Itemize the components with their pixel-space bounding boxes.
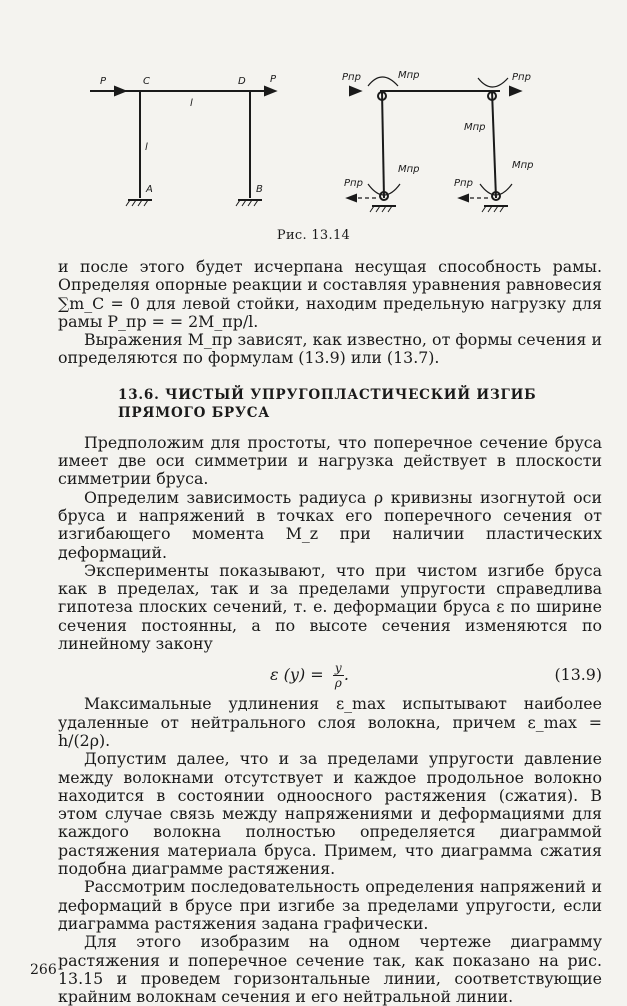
formula-lhs: ε (y) = xyxy=(270,665,324,685)
label-l-side: l xyxy=(145,142,148,153)
equation-number: (13.9) xyxy=(554,665,602,685)
label-m-np-top-right: Mпр xyxy=(464,122,486,133)
plastic-load-arrow-left xyxy=(350,87,360,95)
formula-13-9 xyxy=(58,657,602,691)
section-heading-line-1: 13.6. ЧИСТЫЙ УПРУГОПЛАСТИЧЕСКИЙ ИЗГИБ xyxy=(118,386,537,403)
label-p-right: P xyxy=(270,74,277,85)
section-heading-line-2: ПРЯМОГО БРУСА xyxy=(118,404,271,421)
page-body xyxy=(58,258,602,1006)
paragraph: и после этого будет исчерпана несущая способность рамы. Определяя опорные реакции и составляя уравнения равновесия ∑m_C = 0 для левой стойки, находим предельную нагрузку для рамы P_пр = = 2M_пр/l. xyxy=(58,257,602,331)
label-b: B xyxy=(256,184,263,195)
paragraph: Выражения M_пр зависят, как известно, от формы сечения и определяются по формулам (13.9) или (13.7). xyxy=(58,330,602,368)
right-frame-diagram xyxy=(348,77,520,212)
paragraph: Эксперименты показывают, что при чистом изгибе бруса как в пределах, так и за пределами упругости справедлива гипотеза плоских сечений, т. е. деформации бруса ε по ширине сечения постоянны, а по высоте сечения изменяются по линейному закону xyxy=(58,560,602,654)
formula-numerator: y xyxy=(333,661,344,676)
paragraph: Предположим для простоты, что поперечное сечение бруса имеет две оси симметрии и нагрузка действует в плоскости симметрии бруса. xyxy=(58,432,602,489)
page-number: 266 xyxy=(30,962,57,978)
right-frame-column-left xyxy=(382,91,384,198)
label-m-np-top-left: Mпр xyxy=(398,70,420,81)
left-load-arrow xyxy=(115,87,125,95)
label-l-top: l xyxy=(190,98,193,109)
label-p-left: P xyxy=(100,76,107,87)
plastic-load-arrow-right xyxy=(510,87,520,95)
frame-diagrams xyxy=(80,58,580,218)
formula-denominator: ρ xyxy=(334,676,342,691)
label-p-np-bottom-left: Pпр xyxy=(344,178,363,189)
label-a: A xyxy=(146,184,153,195)
label-p-np-bottom-right: Pпр xyxy=(454,178,473,189)
label-d: D xyxy=(238,76,246,87)
moment-arc-top-left xyxy=(368,77,398,86)
right-frame-column-right xyxy=(492,91,496,198)
paragraph: Максимальные удлинения ε_max испытывают наиболее удаленные от нейтрального слоя волокна, причем ε_max = h/(2ρ). xyxy=(58,694,602,750)
section-heading xyxy=(118,386,602,422)
paragraph: Допустим далее, что и за пределами упругости давление между волокнами отсутствует и каждое продольное волокно находится в состоянии одноосного растяжения (сжатия). В этом случае связь между напряжениями и деформациями для каждого волокна полностью определяется диаграммой растяжения материала бруса. Примем, что диаграмма сжатия подобна диаграмме растяжения. xyxy=(58,749,602,879)
label-p-np-top-left: Pпр xyxy=(342,72,361,83)
formula-expression: ε (y) = $\frac{y}{\rho}$ . xyxy=(270,661,349,691)
moment-arc-top-right xyxy=(478,78,508,87)
formula-fraction xyxy=(333,661,344,690)
paragraph: Определим зависимость радиуса ρ кривизны изогнутой оси бруса и напряжений в точках его поперечного сечения от изгибающего момента M_z при наличии пластических деформаций. xyxy=(58,487,602,562)
label-c: C xyxy=(143,76,150,87)
figure-caption: Рис. 13.14 xyxy=(276,228,351,243)
label-m-np-bottom-left: Mпр xyxy=(398,164,420,175)
paragraph: Для этого изобразим на одном чертеже диаграмму растяжения и поперечное сечение так, как показано на рис. 13.15 и проведем горизонтальные линии, соответствующие крайним волокнам сечения и его нейтральной линии. xyxy=(58,932,602,1006)
label-p-np-top-right: Pпр xyxy=(512,72,531,83)
paragraph: Рассмотрим последовательность определения напряжений и деформаций в брусе при изгибе за пределами упругости, если диаграмма растяжения задана графически. xyxy=(58,877,602,933)
right-load-arrow xyxy=(265,87,275,95)
left-frame-diagram xyxy=(90,87,275,206)
figure-13-14 xyxy=(80,58,580,218)
label-m-np-bottom-right: Mпр xyxy=(512,160,534,171)
